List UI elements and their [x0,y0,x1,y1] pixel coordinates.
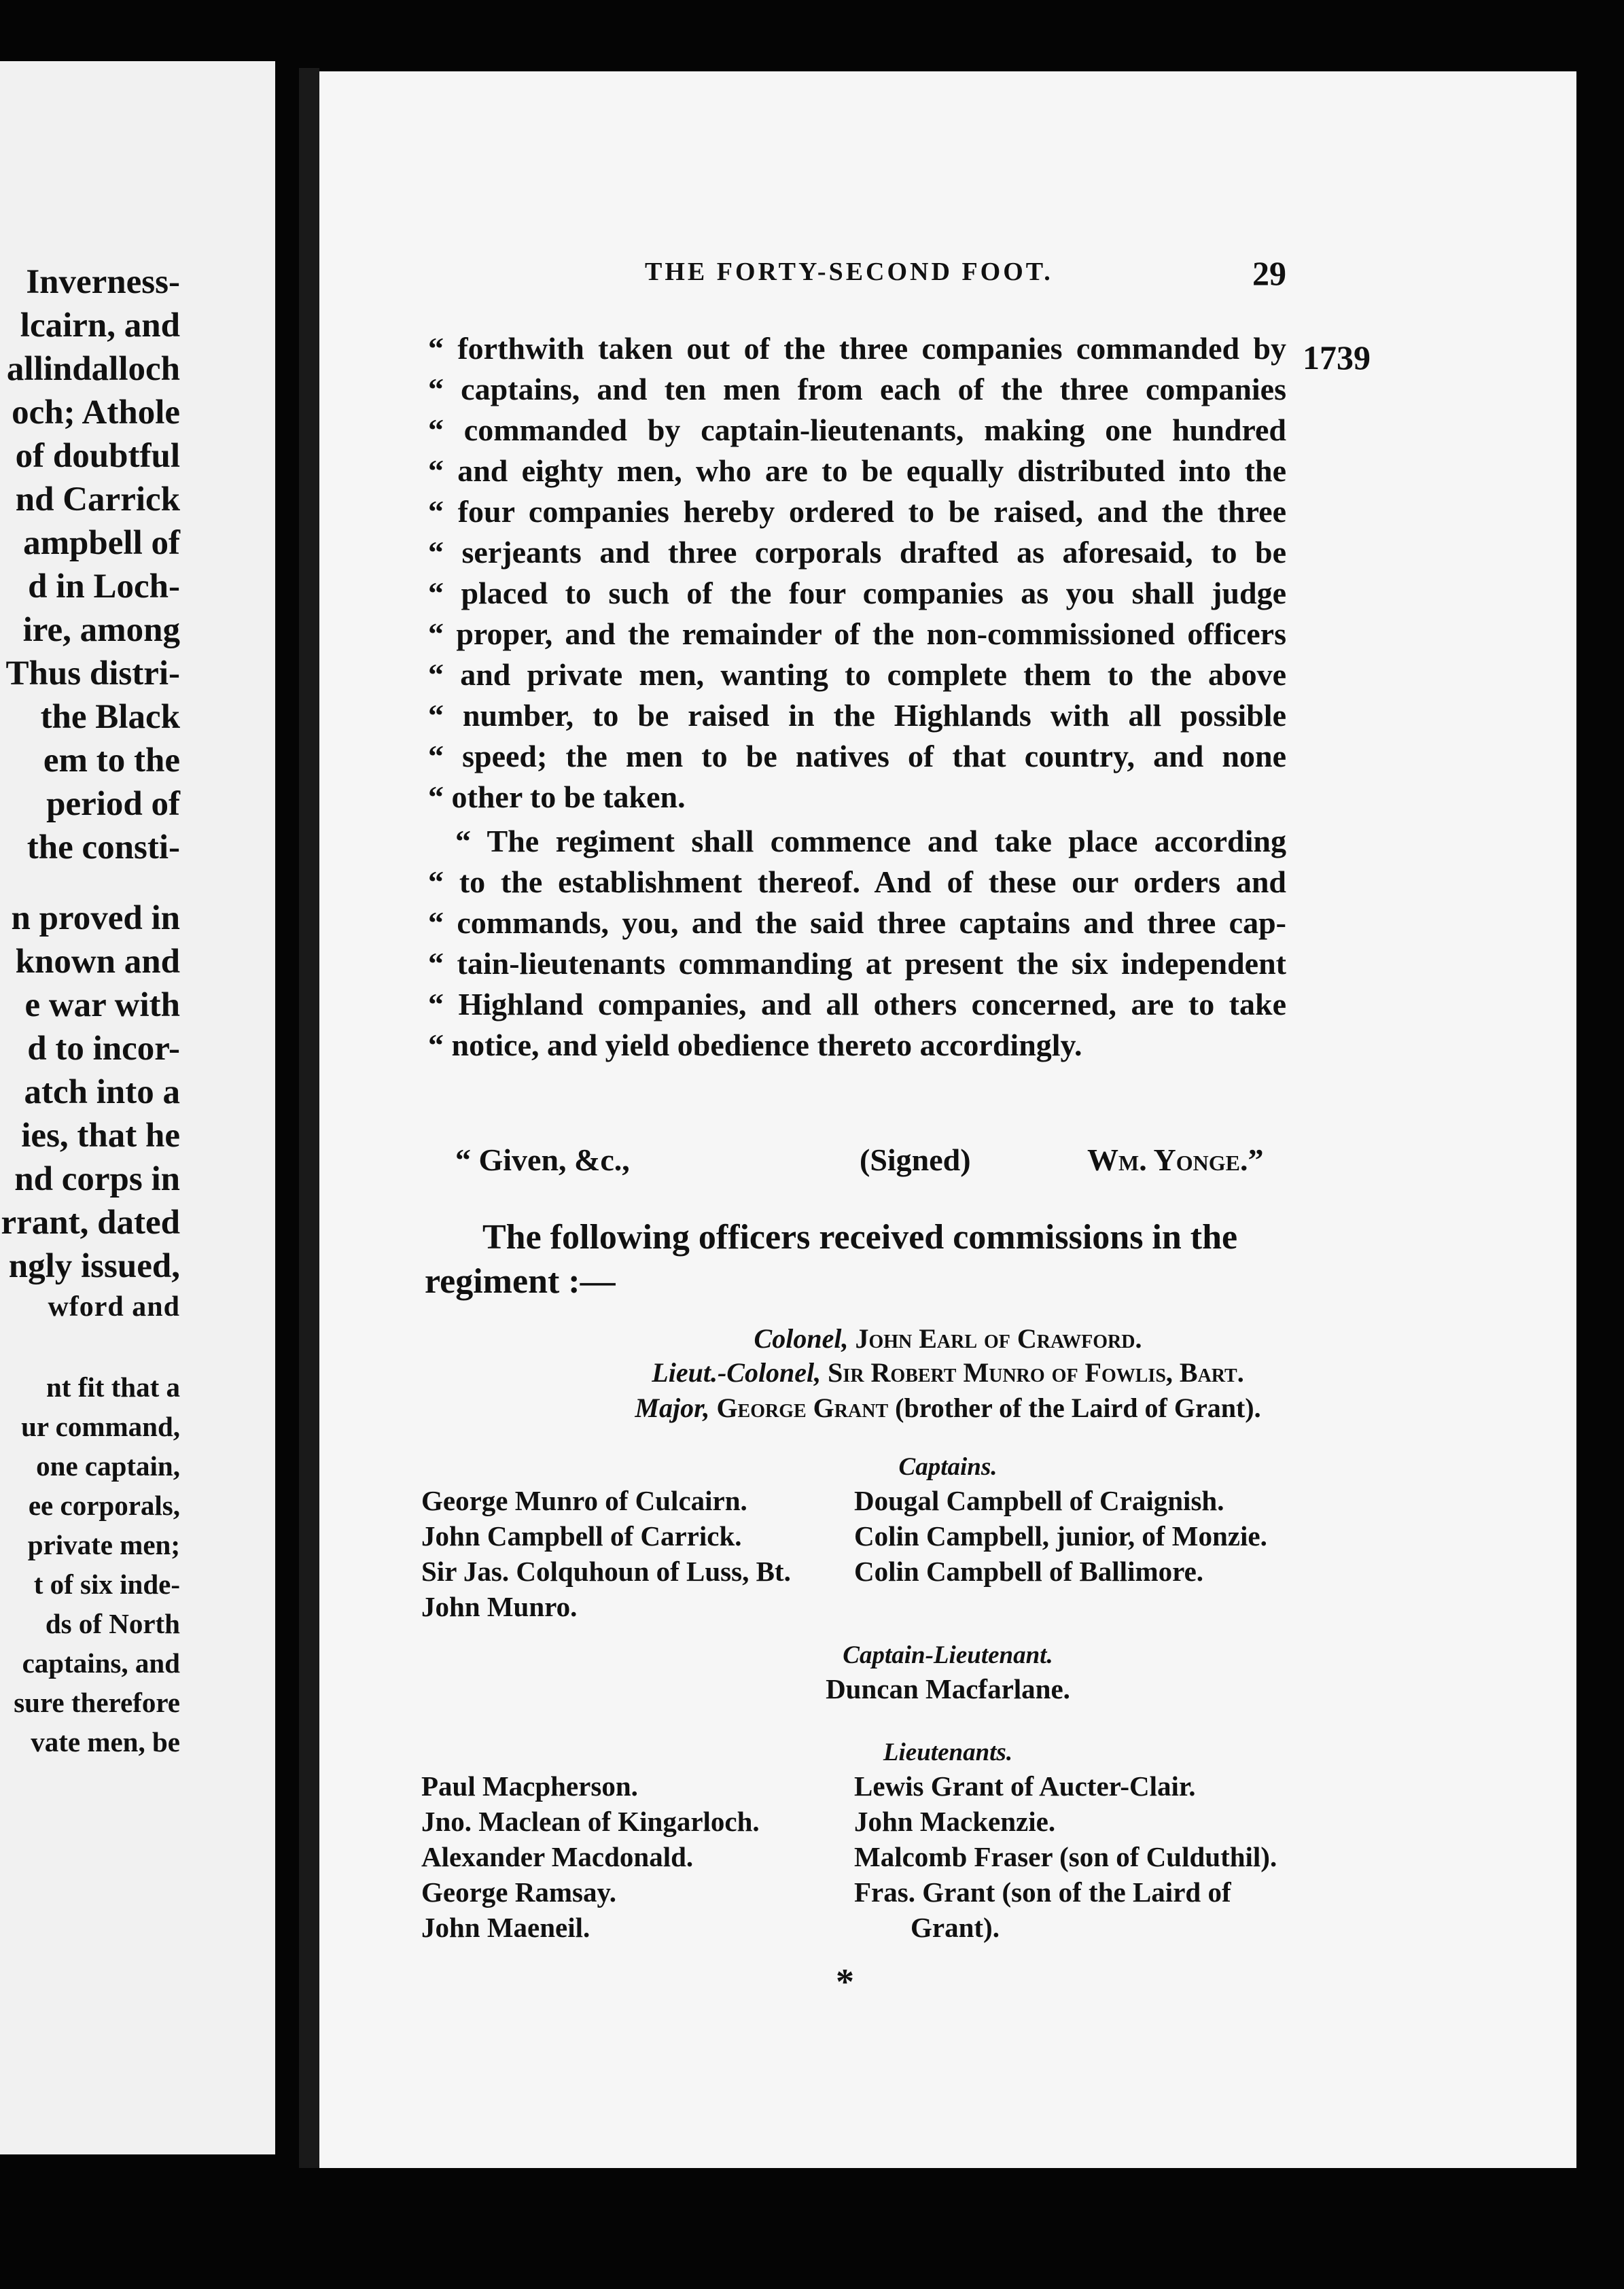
captain-name: Dougal Campbell of Craignish. [854,1485,1224,1516]
body-line: “ number, to be raised in the Highlands with all possible [428,698,1286,733]
officers-intro: The following officers received commissions in the [482,1218,1238,1257]
body-line: “ Highland companies, and all others concerned, are to take [428,987,1286,1021]
previous-page-line: rrant, dated [1,1204,180,1242]
lieutenant-name: John Maeneil. [421,1912,590,1943]
lieut-colonel-line [319,1359,1576,1386]
body-line: “ commanded by captain-lieutenants, making one hundred [428,413,1286,447]
given-line: “ Given, &c., [455,1142,630,1177]
previous-page-line: e war with [24,986,180,1024]
previous-page-line: och; Athole [12,394,180,432]
captain-name: George Munro of Culcairn. [421,1485,747,1516]
lieut-colonel-name: Sir Robert Munro of Fowlis, Bart. [828,1357,1244,1388]
lieutenant-name: Grant). [911,1912,1000,1943]
major-note: (brother of the Laird of Grant). [895,1393,1261,1423]
previous-page-line: of doubtful [15,437,180,475]
rank-colonel: Colonel, [754,1323,849,1354]
body-line: “ serjeants and three corporals drafted as aforesaid, to be [428,535,1286,570]
officers-intro-end: regiment :— [425,1262,616,1301]
previous-page-line: Inverness- [26,263,180,301]
body-line: “ and private men, wanting to complete them to the above [428,657,1286,692]
body-line: “ speed; the men to be natives of that country, and none [428,739,1286,773]
lieutenant-name: George Ramsay. [421,1876,616,1908]
previous-page-line: allindalloch [6,350,180,388]
previous-page-line: sure therefore [14,1687,180,1718]
previous-page-line: captains, and [22,1647,180,1679]
previous-page-line: nd Carrick [15,480,180,519]
captain-name: Sir Jas. Colquhoun of Luss, Bt. [421,1556,791,1587]
colonel-line [319,1325,1576,1352]
previous-page-line: ampbell of [23,524,180,562]
lieutenant-name: John Mackenzie. [854,1806,1056,1837]
captain-name: Colin Campbell, junior, of Monzie. [854,1520,1267,1552]
major-line [319,1395,1576,1422]
lieutenants-heading: Lieutenants. [883,1738,1013,1766]
body-line: “ and eighty men, who are to be equally distributed into the [428,453,1286,488]
previous-page-line: n proved in [11,899,180,937]
captain-name: John Campbell of Carrick. [421,1520,742,1552]
previous-page-line: ngly issued, [8,1247,180,1285]
captain-name: Colin Campbell of Ballimore. [854,1556,1204,1587]
previous-page-line: vate men, be [31,1726,180,1758]
body-line: “ other to be taken. [428,780,686,814]
running-head: THE FORTY-SECOND FOOT. [645,258,1053,286]
previous-page-line: ies, that he [21,1117,180,1155]
page-gutter [299,68,319,2168]
previous-page-fragment [0,61,275,2154]
previous-page-line: Thus distri- [5,654,180,693]
captain-name: John Munro. [421,1591,578,1622]
previous-page-line: the Black [40,698,180,736]
previous-page-line: atch into a [24,1073,180,1111]
lieutenant-name: Lewis Grant of Aucter-Clair. [854,1770,1196,1802]
lieutenant-name: Fras. Grant (son of the Laird of [854,1876,1231,1908]
body-line: “ captains, and ten men from each of the three companies [428,372,1286,406]
body-line: “ forthwith taken out of the three companies commanded by [428,331,1286,366]
previous-page-line: the consti- [27,828,180,867]
previous-page-line: nt fit that a [46,1371,180,1403]
previous-page-line: em to the [43,741,180,780]
major-name: George Grant [716,1393,889,1423]
previous-page-line: d in Loch- [28,567,180,606]
previous-page-line: d to incor- [27,1030,180,1068]
captain-lieutenant-heading: Captain-Lieutenant. [843,1641,1053,1669]
rank-major: Major, [635,1393,710,1423]
book-page [319,71,1576,2168]
margin-year: 1739 [1303,338,1371,377]
body-line: “ The regiment shall commence and take place according [455,824,1286,858]
captain-lieutenant-name: Duncan Macfarlane. [826,1673,1070,1705]
signatory-name: Wm. Yonge.” [1087,1142,1264,1177]
page-number: 29 [1252,254,1286,292]
body-line: “ four companies hereby ordered to be raised, and the three [428,494,1286,529]
previous-page-line: ire, among [22,611,180,649]
previous-page-line: private men; [27,1529,180,1560]
previous-page-line: known and [15,943,180,981]
previous-page-line: wford and [48,1291,180,1323]
body-line: “ notice, and yield obedience thereto accordingly. [428,1028,1082,1062]
lieutenant-name: Jno. Maclean of Kingarloch. [421,1806,760,1837]
signature-mark: * [836,1961,854,2002]
body-line: “ to the establishment thereof. And of these our orders and [428,864,1286,899]
previous-page-line: ds of North [45,1608,180,1639]
previous-page-line: ur command, [21,1411,180,1442]
previous-page-line: t of six inde- [33,1569,180,1600]
lieutenant-name: Alexander Macdonald. [421,1841,694,1872]
body-line: “ tain-lieutenants commanding at present the six independent [428,946,1286,981]
body-line: “ proper, and the remainder of the non-commissioned officers [428,616,1286,651]
previous-page-line: lcairn, and [20,307,180,345]
captains-heading: Captains. [898,1453,998,1481]
rank-lieut-colonel: Lieut.-Colonel, [652,1357,822,1388]
lieutenant-name: Malcomb Fraser (son of Culduthil). [854,1841,1277,1872]
previous-page-line: one captain, [36,1450,180,1482]
body-line: “ commands, you, and the said three captains and three cap- [428,905,1286,940]
colonel-name: John Earl of Crawford. [855,1323,1142,1354]
body-line: “ placed to such of the four companies as you shall judge [428,576,1286,610]
signed-label: (Signed) [860,1142,971,1177]
lieutenant-name: Paul Macpherson. [421,1770,638,1802]
previous-page-line: ee corporals, [28,1490,180,1521]
previous-page-line: nd corps in [14,1160,180,1198]
previous-page-line: period of [46,785,180,823]
